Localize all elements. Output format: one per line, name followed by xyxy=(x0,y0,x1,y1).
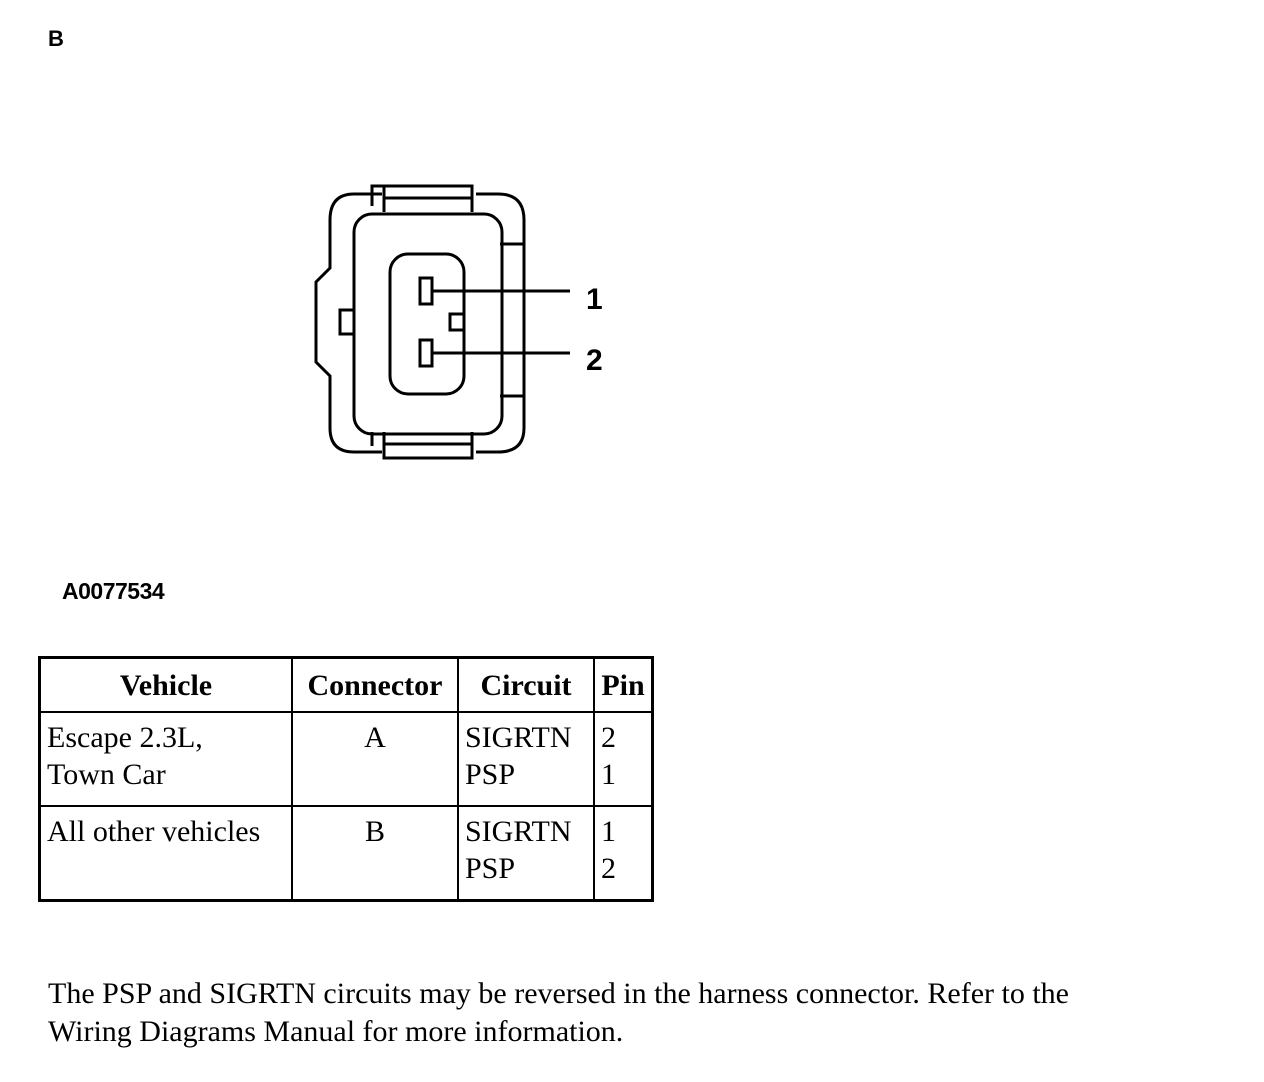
section-label: B xyxy=(48,26,64,51)
note-line: Wiring Diagrams Manual for more information. xyxy=(48,1015,624,1048)
vehicle-cell xyxy=(40,712,293,806)
connector-cell: B xyxy=(292,806,458,901)
connector-pin-table xyxy=(38,656,654,902)
connector-diagram xyxy=(300,170,640,480)
figure-id: A0077534 xyxy=(62,578,165,604)
header-vehicle: Vehicle xyxy=(40,658,293,713)
connector-face-illustration xyxy=(300,170,640,480)
connector-cell: A xyxy=(292,712,458,806)
pin-text: 1 xyxy=(601,758,616,791)
callout-label-1: 1 xyxy=(586,283,603,316)
header-circuit: Circuit xyxy=(458,658,594,713)
pin-text: 2 xyxy=(601,852,616,885)
table-header-row xyxy=(40,658,653,713)
pin-text: 1 xyxy=(601,815,616,848)
circuit-text: SIGRTN xyxy=(465,815,572,848)
note-paragraph xyxy=(48,975,1228,1051)
table-row xyxy=(40,712,653,806)
pin-text: 2 xyxy=(601,721,616,754)
circuit-cell xyxy=(458,712,594,806)
note-line: The PSP and SIGRTN circuits may be reversed in the harness connector. Refer to the xyxy=(48,977,1069,1010)
vehicle-text: All other vehicles xyxy=(47,815,261,848)
circuit-cell xyxy=(458,806,594,901)
circuit-text: SIGRTN xyxy=(465,721,572,754)
callout-label-2: 2 xyxy=(586,344,603,377)
header-pin: Pin xyxy=(594,658,653,713)
pin-cell xyxy=(594,712,653,806)
vehicle-text: Town Car xyxy=(47,758,166,791)
header-connector: Connector xyxy=(292,658,458,713)
circuit-text: PSP xyxy=(465,758,516,791)
vehicle-text: Escape 2.3L, xyxy=(47,721,203,754)
table-row xyxy=(40,806,653,901)
pin-cell xyxy=(594,806,653,901)
circuit-text: PSP xyxy=(465,852,516,885)
vehicle-cell xyxy=(40,806,293,901)
